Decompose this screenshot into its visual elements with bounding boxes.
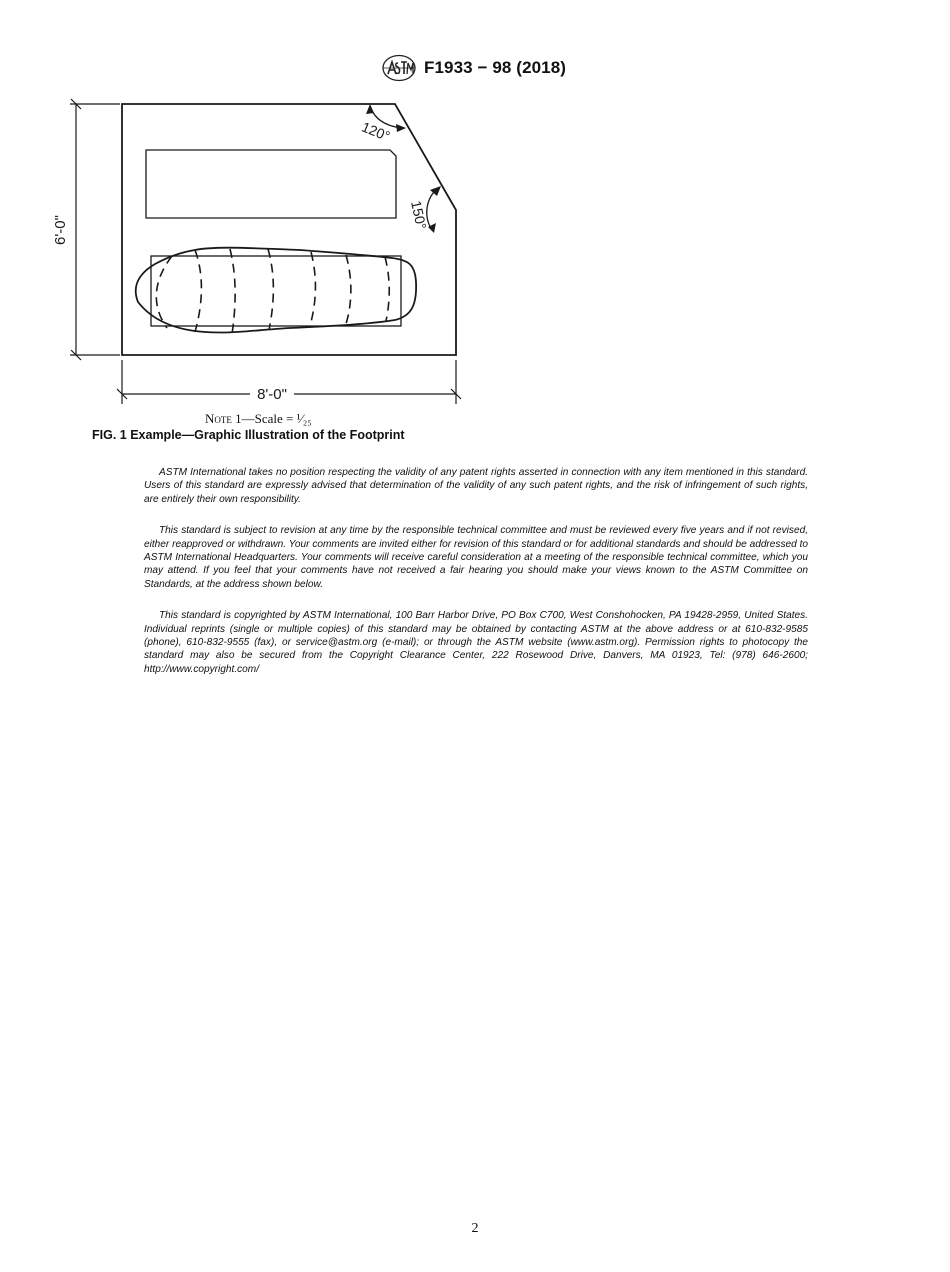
baffle-line	[195, 250, 201, 332]
arrowhead-icon	[366, 104, 374, 114]
baffle-line	[346, 255, 351, 324]
standard-designation: F1933 − 98 (2018)	[424, 58, 567, 77]
note-text: 1—Scale = ¹⁄₂₅	[235, 411, 312, 426]
height-label: 6'-0"	[52, 215, 69, 245]
revision-notice: This standard is subject to revision at any time by the responsible technical committee and must be reviewed every five years and if not revised, either reapproved or withdrawn. Your comments are invited either for revision of this standard or for additional standards and should be addressed to ASTM International Headquarters. Your comments will receive careful consideration at a meeting of the responsible technical committee, which you may attend. If you feel that your comments have not received a fair hearing you should make your views known to the ASTM Committee on Standards, at the address shown below.	[144, 525, 808, 590]
footprint-figure	[40, 92, 480, 412]
angle-label-120: 120°	[359, 118, 393, 145]
baffle-line	[385, 257, 389, 321]
figure-caption: FIG. 1 Example—Graphic Illustration of the Footprint	[92, 428, 405, 442]
width-dimension	[117, 360, 461, 404]
baffle-line	[230, 249, 235, 334]
angle-label-150: 150°	[408, 199, 430, 231]
arrowhead-icon	[396, 124, 406, 132]
footprint-outline	[122, 104, 456, 355]
patent-notice: ASTM International takes no position respecting the validity of any patent rights asserted in connection with any item mentioned in this standard. Users of this standard are expressly advised that determination of the validity of any such patent rights, and the risk of infringement of such rights, are entirely their own responsibility.	[144, 467, 808, 505]
sleeping-bag-outline	[136, 248, 416, 333]
legal-notices	[144, 466, 808, 694]
page-number: 2	[471, 1221, 479, 1236]
note-prefix: Note	[205, 411, 232, 426]
footprint-diagram	[40, 92, 480, 412]
astm-logo-icon	[381, 54, 417, 82]
baffle-line	[156, 256, 172, 328]
baffle-line	[268, 249, 273, 330]
upper-rectangle	[146, 150, 396, 218]
page-header	[0, 52, 950, 88]
height-dimension	[70, 99, 120, 360]
lower-rectangle	[151, 256, 401, 326]
copyright-notice: This standard is copyrighted by ASTM International, 100 Barr Harbor Drive, PO Box C700, West Conshohocken, PA 19428-2959, United States. Individual reprints (single or multiple copies) of this standard may be obtained by contacting ASTM at the above address or at 610-832-9585 (phone), 610-832-9555 (fax), or service@astm.org (e-mail); or through the ASTM website (www.astm.org). Permission rights to photocopy the standard may also be secured from the Copyright Clearance Center, 222 Rosewood Drive, Danvers, MA 01923, Tel: (978) 646-2600; http://www.copyright.com/	[144, 610, 808, 675]
width-label: 8'-0"	[257, 386, 287, 403]
baffle-lines	[156, 249, 389, 334]
baffle-line	[310, 252, 315, 326]
figure-note	[205, 411, 312, 427]
